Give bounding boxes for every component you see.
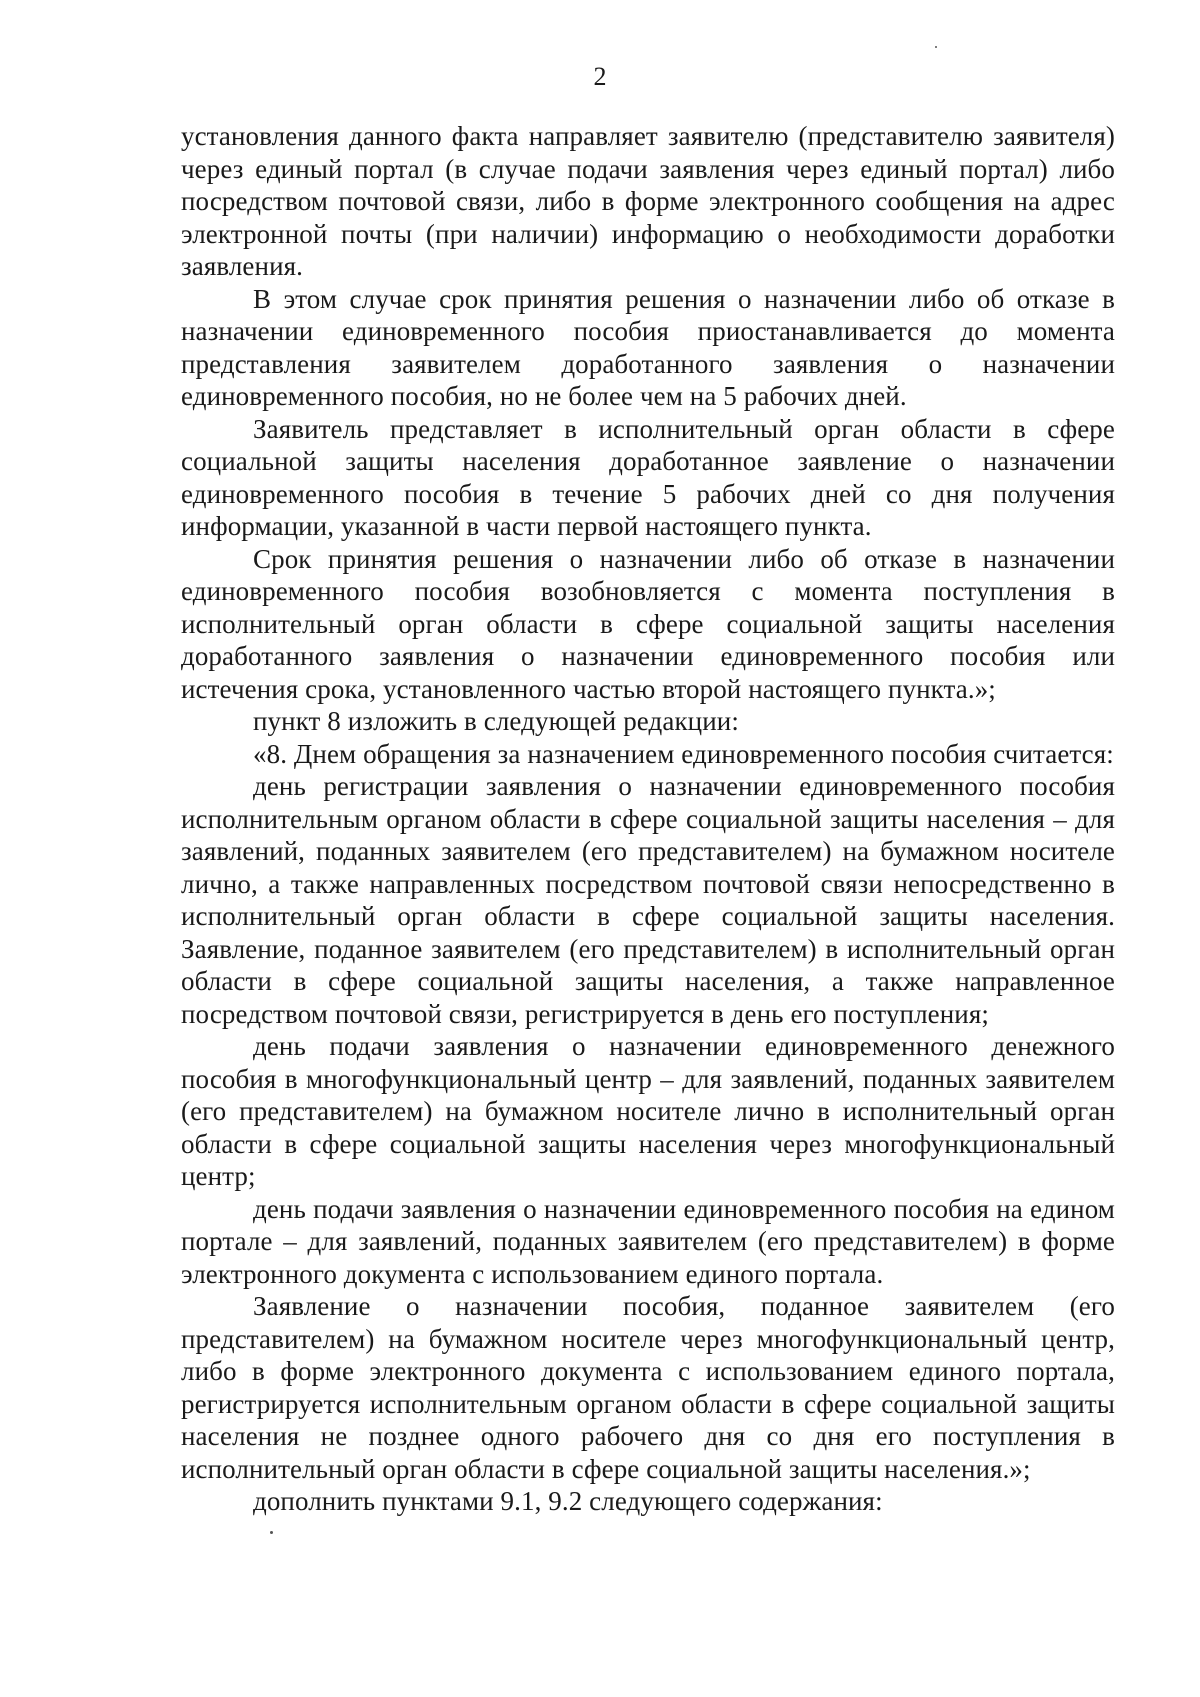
scan-speck: [935, 46, 937, 48]
page-number: 2: [593, 62, 607, 91]
paragraph-1: установления данного факта направляет заявителю (представителю заявителя) через единый портал (в случае подачи заявления через единый портал) либо посредством почтовой связи, либо в форме электронного сообщения на адрес электронной почты (при наличии) информацию о необходимости доработки заявления.: [181, 121, 1115, 281]
paragraph-5: пункт 8 изложить в следующей редакции:: [253, 706, 739, 736]
paragraph-11: дополнить пунктами 9.1, 9.2 следующего содержания:: [253, 1486, 883, 1516]
paragraph-2: В этом случае срок принятия решения о назначении либо об отказе в назначении единовременного пособия приостанавливается до момента представления заявителем доработанного заявления о назначении единовременного пособия, но не более чем на 5 рабочих дней.: [181, 283, 1115, 411]
paragraph-3: Заявитель представляет в исполнительный орган области в сфере социальной защиты населения доработанное заявление о назначении единовременного пособия в течение 5 рабочих дней со дня получения информации, указанной в части первой настоящего пункта.: [181, 413, 1115, 541]
paragraph-10: Заявление о назначении пособия, поданное заявителем (его представителем) на бумажном носителе через многофункциональный центр, либо в форме электронного документа с использованием единого портала, регистрируется исполнительным органом области в сфере социальной защиты населения не позднее одного рабочего дня со дня его поступления в исполнительный орган области в сфере социальной защиты населения.»;: [181, 1291, 1115, 1484]
document-body: [181, 120, 1115, 1518]
scan-speck: [270, 1531, 273, 1534]
paragraph-4: Срок принятия решения о назначении либо об отказе в назначении единовременного пособия возобновляется с момента поступления в исполнительный орган области в сфере социальной защиты населения доработанного заявления о назначении единовременного пособия или истечения срока, установленного частью второй настоящего пункта.»;: [181, 543, 1115, 704]
paragraph-8: день подачи заявления о назначении единовременного денежного пособия в многофункциональный центр – для заявлений, поданных заявителем (его представителем) на бумажном носителе лично в исполнительный орган области в сфере социальной защиты населения через многофункциональный центр;: [181, 1031, 1115, 1191]
paragraph-9: день подачи заявления о назначении единовременного пособия на едином портале – для заявлений, поданных заявителем (его представителем) в форме электронного документа с использованием единого портала.: [181, 1193, 1115, 1289]
paragraph-7: день регистрации заявления о назначении единовременного пособия исполнительным органом области в сфере социальной защиты населения – для заявлений, поданных заявителем (его представителем) на бумажном носителе лично, а также направленных посредством почтовой связи непосредственно в исполнительный орган области в сфере социальной защиты населения. Заявление, поданное заявителем (его представителем) в исполнительный орган области в сфере социальной защиты населения, а также направленное посредством почтовой связи, регистрируется в день его поступления;: [181, 771, 1115, 1029]
paragraph-6: «8. Днем обращения за назначением единовременного пособия считается:: [253, 738, 1114, 769]
